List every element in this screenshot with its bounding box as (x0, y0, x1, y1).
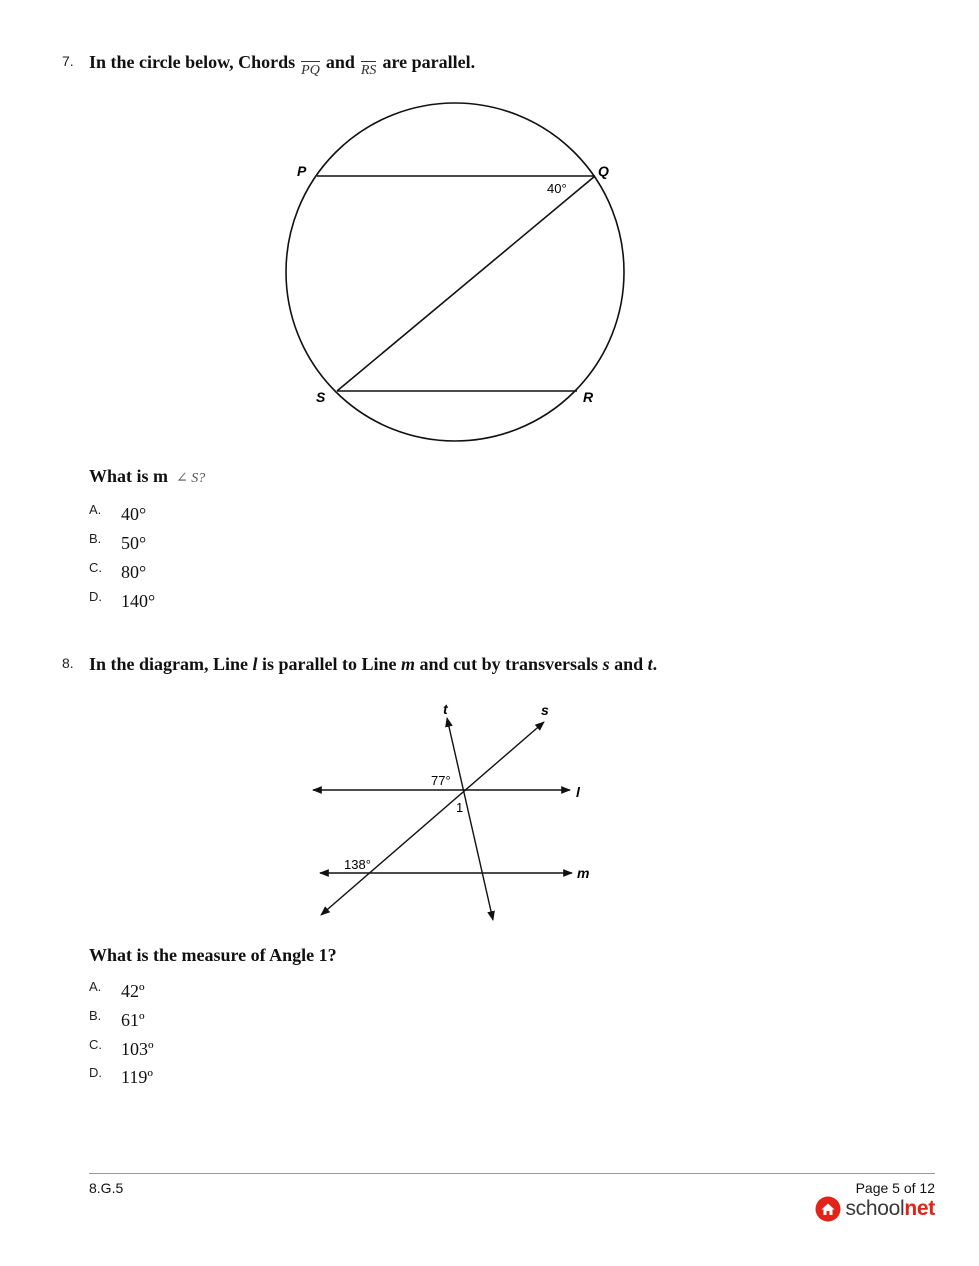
choice-letter: D. (89, 1065, 102, 1080)
transversal-t-name: t (647, 654, 653, 674)
parallel-lines-figure (0, 690, 979, 950)
prompt-and: and (325, 52, 355, 72)
choice-letter: C. (89, 560, 102, 575)
label-r: R (583, 389, 594, 405)
angle-77-label: 77° (431, 773, 451, 788)
chord-pq: PQ (301, 63, 320, 78)
angle-40-label: 40° (547, 181, 567, 196)
footer-standard: 8.G.5 (89, 1180, 124, 1196)
schoolnet-logo (815, 1194, 935, 1224)
choice-letter: A. (89, 979, 102, 994)
angle-138-label: 138° (344, 857, 371, 872)
question-8-prompt (89, 654, 657, 675)
label-s: S (316, 389, 326, 405)
question-7-number: 7. (62, 53, 74, 69)
brand-name-part2: net (904, 1197, 935, 1220)
chord-rs: RS (360, 63, 377, 78)
choice-value: 40° (121, 504, 147, 524)
choice-value: 140° (121, 591, 156, 611)
line-l-name: l (252, 654, 258, 674)
label-s: s (541, 702, 549, 718)
circle-chords-figure (0, 0, 979, 460)
choice-letter: A. (89, 502, 102, 517)
transversal-s-name: s (602, 654, 610, 674)
house-icon (815, 1196, 841, 1222)
footer-divider (89, 1173, 935, 1174)
label-l: l (576, 784, 580, 800)
choice-letter: B. (89, 531, 102, 546)
angle-1-label: 1 (456, 800, 464, 815)
choice-value: 42º (121, 981, 145, 1001)
angle-s-symbol: ∠ S? (176, 471, 206, 486)
label-m: m (577, 865, 590, 881)
choice-value: 103º (121, 1039, 154, 1059)
prompt-text-5: . (652, 654, 658, 674)
prompt-text: In the circle below, Chords (89, 52, 296, 72)
choice-value: 50° (121, 533, 147, 553)
chord-qs-line (337, 176, 595, 391)
label-p: P (297, 163, 307, 179)
brand-name-part1: school (845, 1197, 905, 1220)
question-8-subquestion: What is the measure of Angle 1? (89, 945, 337, 965)
prompt-text-end: are parallel. (382, 52, 476, 72)
label-t: t (443, 701, 448, 717)
question-7-subquestion (89, 466, 205, 487)
question-8-number: 8. (62, 655, 74, 671)
transversal-s (321, 722, 544, 915)
choice-letter: C. (89, 1037, 102, 1052)
prompt-text-4: and (609, 654, 648, 674)
label-q: Q (598, 163, 609, 179)
choice-letter: B. (89, 1008, 102, 1023)
choice-value: 80° (121, 562, 147, 582)
choice-letter: D. (89, 589, 102, 604)
prompt-text-3: and cut by transversals (415, 654, 603, 674)
transversal-t (447, 718, 493, 920)
choice-value: 119º (121, 1067, 153, 1087)
subquestion-text: What is m (89, 466, 169, 486)
brand-name (845, 1197, 935, 1221)
prompt-text-1: In the diagram, Line (89, 654, 253, 674)
footer-page-number: Page 5 of 12 (855, 1180, 935, 1196)
prompt-text-2: is parallel to Line (257, 654, 402, 674)
line-m-name: m (401, 654, 416, 674)
choice-value: 61º (121, 1010, 145, 1030)
